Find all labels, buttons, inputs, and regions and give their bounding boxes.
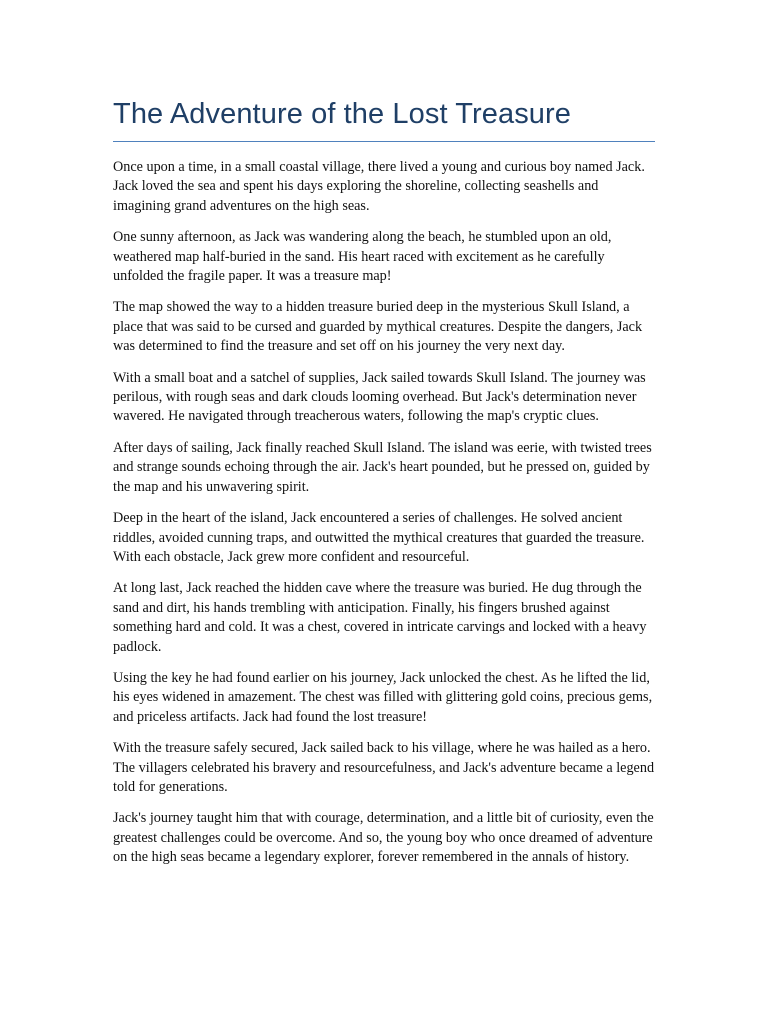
paragraph-10: Jack's journey taught him that with courage, determination, and a little bit of curiosity, even the greatest challenges could be overcome. And so, the young boy who once dreamed of adventure on the high seas became a legendary explorer, forever remembered in the annals of history. [113, 810, 654, 866]
paragraph-5: After days of sailing, Jack finally reached Skull Island. The island was eerie, with twisted trees and strange sounds echoing through the air. Jack's heart pounded, but he pressed on, guided by the map and his unwavering spirit. [113, 439, 652, 495]
paragraph-8: Using the key he had found earlier on his journey, Jack unlocked the chest. As he lifted the lid, his eyes widened in amazement. The chest was filled with glittering gold coins, precious gems, and priceless artifacts. Jack had found the lost treasure! [113, 669, 653, 725]
paragraph-1: Once upon a time, in a small coastal village, there lived a young and curious boy named Jack. Jack loved the sea and spent his days exploring the shoreline, collecting seashells and imagining grand adventures on the high seas. [113, 159, 645, 214]
paragraph-2: One sunny afternoon, as Jack was wandering along the beach, he stumbled upon an old, weathered map half-buried in the sand. His heart raced with excitement as he carefully unfolded the fragile paper. It was a treasure map! [113, 229, 612, 285]
paragraph-9: With the treasure safely secured, Jack sailed back to his village, where he was hailed as a hero. The villagers celebrated his bravery and resourcefulness, and Jack's adventure became a legend told for generations. [113, 740, 655, 795]
document-page [113, 95, 655, 880]
paragraph-4: With a small boat and a satchel of supplies, Jack sailed towards Skull Island. The journey was perilous, with rough seas and dark clouds looming overhead. But Jack's determination never wavered. He navigated through treacherous waters, following the map's cryptic clues. [113, 369, 646, 425]
title-underline-rule [113, 141, 655, 142]
paragraph-7: At long last, Jack reached the hidden cave where the treasure was buried. He dug through the sand and dirt, his hands trembling with anticipation. Finally, his fingers brushed against something hard and cold. It was a chest, covered in intricate carvings and locked with a heavy padlock. [113, 580, 647, 655]
paragraph-6: Deep in the heart of the island, Jack encountered a series of challenges. He solved ancient riddles, avoided cunning traps, and outwitted the mythical creatures that guarded the treasure. With each obstacle, Jack grew more confident and resourceful. [113, 510, 645, 565]
paragraph-3: The map showed the way to a hidden treasure buried deep in the mysterious Skull Island, a place that was said to be cursed and guarded by mythical creatures. Despite the dangers, Jack was determined to find the treasure and set off on his journey the very next day. [113, 299, 643, 355]
document-title: The Adventure of the Lost Treasure [113, 98, 572, 130]
